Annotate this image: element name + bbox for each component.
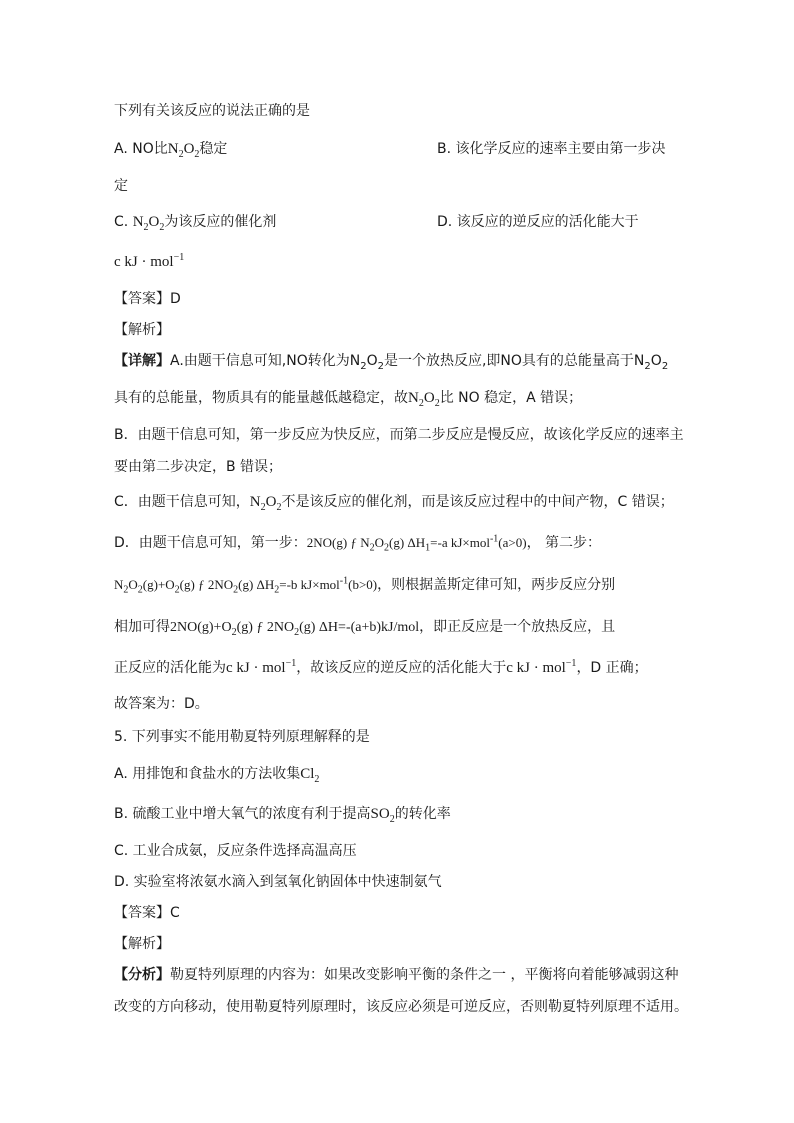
question-stem-5: 5. 下列事实不能用勒夏特列原理解释的是	[114, 729, 370, 745]
q5-option-c: C. 工业合成氨，反应条件选择高温高压	[114, 843, 357, 859]
q5-option-a: A. 用排饱和食盐水的方法收集$Cl_2$	[114, 766, 320, 785]
q5-fenxi-line-2: 改变的方向移动，使用勒夏特列原理时，该反应必须是可逆反应，否则勒夏特列原理不适用。	[114, 999, 688, 1015]
detail-line-10: 故答案为：D。	[114, 696, 209, 712]
detail-line-2: 具有的总能量，物质具有的能量越低越稳定，故$N_2O_2$比 NO 稳定，A 错误；	[114, 390, 583, 409]
answer-label: 【答案】D	[114, 291, 181, 307]
detail-line-5: C．由题干信息可知，$N_2O_2$不是该反应的催化剂，而是该反应过程中的中间产物，C 错误；	[114, 494, 674, 513]
option-b: B. 该化学反应的速率主要由第一步决	[437, 141, 666, 157]
option-b-wrap: 定	[114, 178, 128, 194]
detail-line-1: 【详解】A.由题干信息可知,NO转化为$N_2O_2$是一个放热反应,即NO具有的总能量高于$N_2O_2$	[114, 353, 669, 372]
detail-line-4: 要由第二步决定，B 错误；	[114, 459, 283, 475]
detail-line-3: B．由题干信息可知，第一步反应为快反应，而第二步反应是慢反应，故该化学反应的速率主	[114, 427, 684, 443]
option-d: D. 该反应的逆反应的活化能大于	[437, 214, 639, 230]
option-c: C. $N_2O_2$为该反应的催化剂	[114, 214, 277, 233]
q5-answer-label: 【答案】C	[114, 905, 180, 921]
detail-line-6: D．由题干信息可知，第一步：2NO(g) ƒ $N_2O_2(g)$ $\Delta H_1=-a$ kJ×mol$^{-1}$(a>0)， 第二步：	[114, 533, 602, 554]
q5-option-d: D. 实验室将浓氨水滴入到氢氧化钠固体中快速制氨气	[114, 874, 442, 890]
detail-line-7: $N_2O_2(g)+O_2(g)$ ƒ $2NO_2(g)$ $\Delta H_2=-b$ kJ×mol$^{-1}$(b>0)，则根据盖斯定律可知，两步反应分别	[114, 575, 616, 596]
q5-analysis-label: 【解析】	[114, 936, 170, 952]
option-d-wrap: c kJ · mol$^{-1}$	[114, 252, 185, 270]
q5-fenxi-line-1: 【分析】勒夏特列原理的内容为：如果改变影响平衡的条件之一 ，平衡将向着能够减弱这种	[114, 967, 679, 983]
detail-line-9: 正反应的活化能为c kJ · mol$^{-1}$，故该反应的逆反应的活化能大于c kJ · mol$^{-1}$，D 正确；	[114, 658, 648, 676]
question-stem: 下列有关该反应的说法正确的是	[114, 103, 310, 119]
analysis-label: 【解析】	[114, 322, 170, 338]
option-a: A. NO比$N_2O_2$稳定	[114, 141, 228, 160]
detail-line-8: 相加可得$2NO(g)+O_2(g)$ ƒ $2NO_2(g)$ ΔH=-(a+b)kJ/mol，即正反应是一个放热反应，且	[114, 619, 616, 638]
q5-option-b: B. 硫酸工业中增大氧气的浓度有利于提高$SO_2$的转化率	[114, 806, 451, 825]
